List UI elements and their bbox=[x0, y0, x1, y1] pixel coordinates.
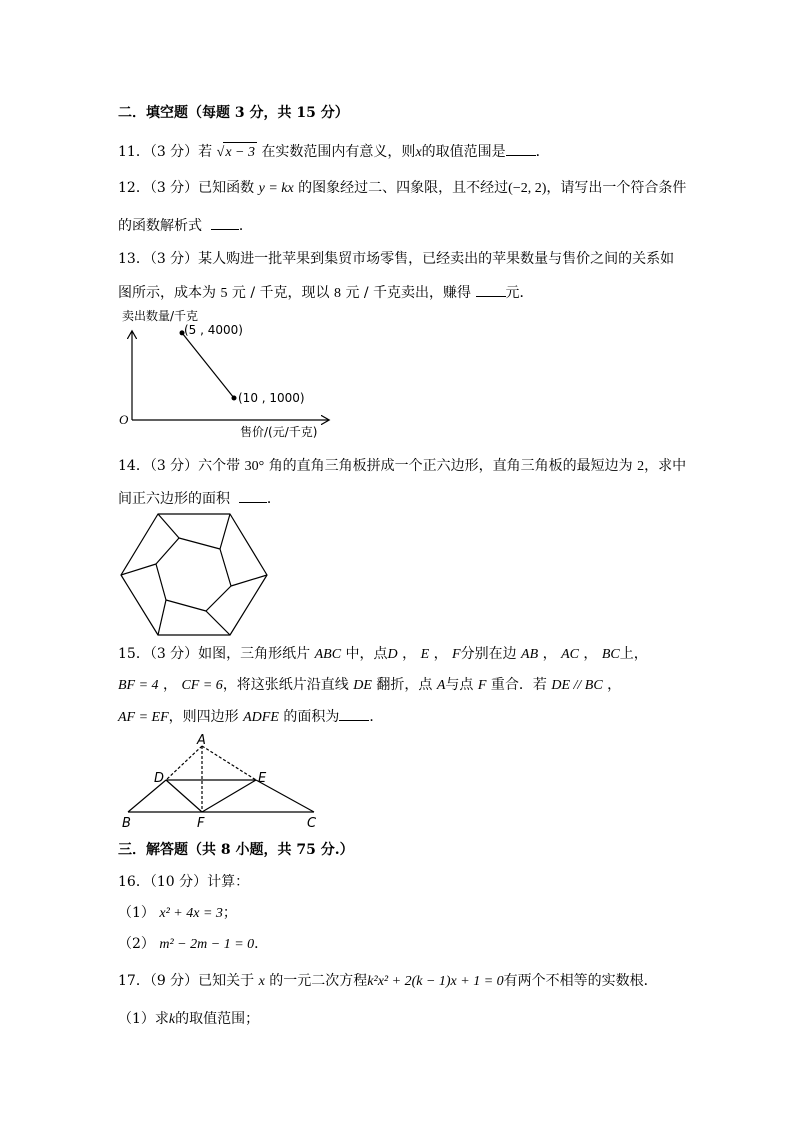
q14-cut-1 bbox=[158, 514, 179, 538]
q16-p2-end: ． bbox=[254, 936, 269, 952]
q15-l2d: 重合．若 bbox=[490, 677, 547, 693]
q14-inner-hexagon bbox=[156, 538, 231, 611]
q15-de: DE bbox=[353, 678, 372, 693]
q15-dashed-ad bbox=[166, 746, 202, 780]
q16-p1-equation: x² + 4x = 3 bbox=[159, 906, 223, 921]
question-12-line-1 bbox=[118, 178, 686, 199]
q15-dashed-ae bbox=[202, 746, 256, 780]
q16-p2-number: （2） bbox=[118, 936, 155, 952]
q15-l1b: 中，点 bbox=[345, 646, 388, 662]
q15-abc: ABC bbox=[314, 647, 342, 662]
q14-cut-5 bbox=[158, 600, 166, 635]
q15-l2c: 与点 bbox=[445, 677, 474, 693]
question-15-line-2: BF = 4 ， CF = 6，将这张纸片沿直线 DE 翻折，点 A与点 F 重合．若 DE // BC ， bbox=[118, 677, 622, 693]
q13-l2c: 元 / 千克卖出，赚得 bbox=[345, 285, 472, 301]
q15-l1c: 分别在边 bbox=[460, 646, 517, 662]
section-2-heading: 二．填空题（每题 3 分，共 15 分） bbox=[118, 105, 349, 121]
q13-answer-blank[interactable] bbox=[476, 282, 506, 297]
q15-segment-df bbox=[166, 780, 202, 812]
q13-y-label: 卖出数量/千克 bbox=[122, 309, 199, 323]
q15-label-a: A bbox=[197, 733, 206, 748]
q15-a: A bbox=[436, 678, 446, 693]
q11-var: x bbox=[415, 145, 422, 160]
question-13-line-1: 13．（3 分）某人购进一批苹果到集贸市场零售，已经卖出的苹果数量与售价之间的关系如 bbox=[118, 251, 675, 267]
q14-short: 2 bbox=[637, 459, 645, 474]
q14-deg: 30° bbox=[244, 459, 265, 474]
q12-tail: ，请写出一个符合条件 bbox=[546, 180, 687, 196]
q13-price: 8 bbox=[333, 286, 341, 301]
q15-label-e: E bbox=[258, 771, 267, 786]
q16-p1-end: ； bbox=[222, 905, 237, 921]
q15-end: ． bbox=[369, 709, 384, 725]
q15-label-c: C bbox=[307, 816, 317, 831]
q15-triangle-figure bbox=[118, 734, 328, 834]
q13-l2d: 元． bbox=[505, 285, 534, 301]
q12-func: y = kx bbox=[258, 181, 294, 196]
q14-l1b: 角的直角三角板拼成一个正六边形，直角三角板的最短边为 bbox=[268, 458, 633, 474]
q11-radicand: x − 3 bbox=[223, 142, 257, 163]
q13-data-segment bbox=[182, 333, 234, 398]
q13-cost: 5 bbox=[220, 286, 228, 301]
q11-lead: 11．（3 分）若 bbox=[118, 144, 213, 160]
q17-mid: 的一元二次方程 bbox=[269, 973, 368, 989]
q14-end: ． bbox=[266, 491, 281, 507]
q16-p2-equation: m² − 2m − 1 = 0 bbox=[159, 937, 255, 952]
q15-f: F bbox=[452, 647, 461, 662]
q14-l1a: 14．（3 分）六个带 bbox=[118, 458, 241, 474]
q17-tail: 有两个不相等的实数根． bbox=[503, 973, 658, 989]
q15-e: E bbox=[420, 647, 430, 662]
q11-tail: 的取值范围是 bbox=[421, 144, 506, 160]
q15-ab: AB bbox=[521, 647, 539, 662]
question-17 bbox=[118, 971, 658, 992]
q16-p1-number: （1） bbox=[118, 905, 155, 921]
q15-cf: CF = 6 bbox=[181, 678, 223, 693]
q14-hexagon-figure bbox=[120, 512, 270, 638]
section-3-heading: 三．解答题（共 8 小题，共 75 分.） bbox=[118, 842, 354, 858]
q12-answer-blank[interactable] bbox=[211, 215, 239, 230]
q15-afef: AF = EF bbox=[118, 710, 169, 725]
q15-l2a: ，将这张纸片沿直线 bbox=[222, 677, 349, 693]
question-13-line-2 bbox=[118, 282, 534, 304]
q11-mid: 在实数范围内有意义，则 bbox=[261, 144, 416, 160]
q15-bc: BC bbox=[601, 647, 620, 662]
question-16-part-2 bbox=[118, 934, 268, 955]
q17-lead: 17．（9 分）已知关于 bbox=[118, 973, 255, 989]
q13-origin: O bbox=[119, 412, 129, 427]
q12-lead: 12．（3 分）已知函数 bbox=[118, 180, 255, 196]
q12-line2: 的函数解析式 bbox=[118, 218, 202, 234]
question-12-line-2 bbox=[118, 215, 253, 236]
question-16-part-1 bbox=[118, 903, 237, 924]
q12-mid: 的图象经过二、四象限，且不经过 bbox=[298, 180, 509, 196]
question-11: 11．（3 分）若 √x − 3 在实数范围内有意义，则x的取值范围是 ． bbox=[118, 141, 550, 163]
q13-l2b: 元 / 千克，现以 bbox=[231, 285, 330, 301]
q17-equation: k²x² + 2(k − 1)x + 1 = 0 bbox=[367, 974, 504, 989]
q15-label-f: F bbox=[197, 816, 205, 831]
q14-answer-blank[interactable] bbox=[239, 488, 267, 503]
q12-point: (−2, 2) bbox=[508, 181, 547, 196]
q15-d: D bbox=[387, 647, 398, 662]
q15-l3b: 的面积为 bbox=[283, 709, 340, 725]
q13-point-1-label: (5 , 4000) bbox=[184, 322, 243, 337]
q17-var: x bbox=[258, 974, 265, 989]
q15-label-d: D bbox=[154, 771, 165, 786]
q12-end: ． bbox=[238, 218, 253, 234]
q15-f2: F bbox=[477, 678, 487, 693]
q15-l1a: 15．（3 分）如图，三角形纸片 bbox=[118, 646, 311, 662]
q14-cut-4 bbox=[206, 611, 230, 635]
q15-l1d: 上， bbox=[619, 646, 648, 662]
q14-cut-2 bbox=[220, 514, 230, 549]
q14-l1c: ，求中 bbox=[644, 458, 687, 474]
q17-p1-end: 的取值范围； bbox=[175, 1011, 260, 1027]
question-15-line-1: 15．（3 分）如图，三角形纸片 ABC 中，点D ， E ， F分别在边 AB ， AC ， BC上， bbox=[118, 646, 648, 662]
question-16: 16．（10 分）计算： bbox=[118, 874, 250, 890]
q15-segment-ef bbox=[202, 780, 256, 812]
q11-end: ． bbox=[535, 144, 550, 160]
q15-debc: DE // BC bbox=[551, 678, 603, 693]
q15-answer-blank[interactable] bbox=[339, 706, 369, 721]
q13-x-label: 售价/(元/千克) bbox=[240, 425, 318, 439]
question-15-line-3 bbox=[118, 706, 383, 728]
question-17-part-1 bbox=[118, 1009, 259, 1030]
q13-point-2-label: (10 , 1000) bbox=[238, 391, 305, 405]
q13-point-2 bbox=[232, 396, 237, 401]
q15-adfe: ADFE bbox=[243, 710, 279, 725]
q14-outer-hexagon bbox=[121, 514, 267, 635]
q13-l2a: 图所示，成本为 bbox=[118, 285, 216, 301]
question-14-line-2 bbox=[118, 488, 281, 509]
q13-graph bbox=[110, 305, 340, 445]
question-14-line-1 bbox=[118, 456, 686, 477]
q15-l3a: ，则四边形 bbox=[168, 709, 239, 725]
q15-ac: AC bbox=[561, 647, 579, 662]
q17-k: k bbox=[168, 1012, 176, 1027]
q14-line2: 间正六边形的面积 bbox=[118, 491, 230, 507]
q15-l2b: 翻折，点 bbox=[376, 677, 433, 693]
q11-answer-blank[interactable] bbox=[506, 141, 536, 156]
q15-bf: BF = 4 bbox=[118, 678, 159, 693]
q17-p1-lead: （1）求 bbox=[118, 1011, 169, 1027]
q15-label-b: B bbox=[122, 816, 131, 831]
